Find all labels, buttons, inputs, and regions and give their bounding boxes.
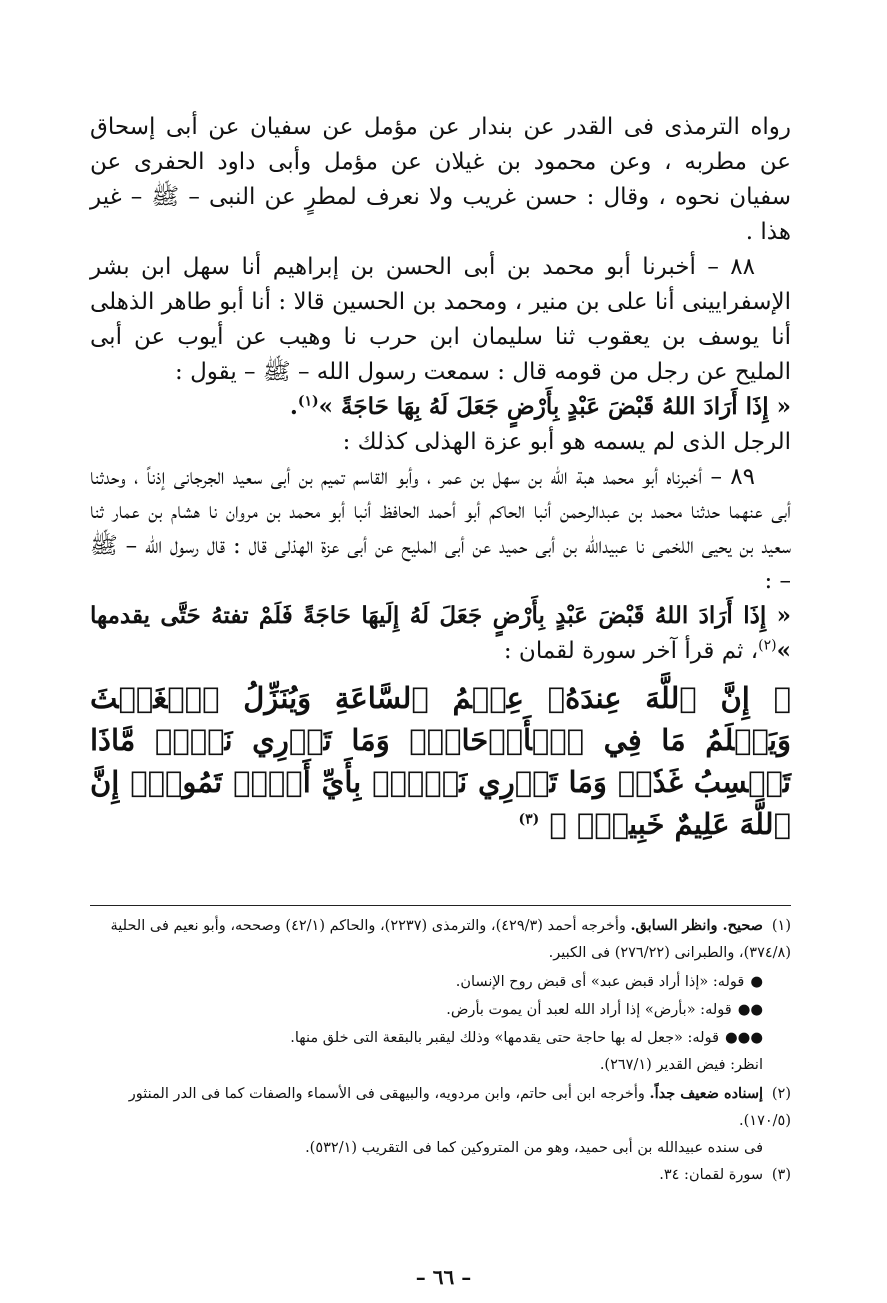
footnote-3 xyxy=(90,1162,791,1189)
paragraph-1: رواه الترمذى فى القدر عن بندار عن مؤمل عن سفيان عن أبى إسحاق عن مطربه ، وعن محمود بن غيلان عن مؤمل وأبى داود الحفرى عن سفيان نحوه ، وقال : حسن غريب ولا نعرف لمطرٍ عن النبى – ﷺ – غير هذا . xyxy=(90,114,791,245)
footnote-2-number: (٢) xyxy=(771,1085,791,1102)
page-number: – ٦٦ – xyxy=(415,1265,472,1289)
footnote-3-number: (٣) xyxy=(771,1167,791,1184)
footnote-2-text: وأخرجه ابن أبى حاتم، وابن مردويه، والبيهقى فى الأسماء والصفات كما فى الدر المنثور (١٧٠/٥). xyxy=(128,1085,791,1129)
bullet-3-marker: ●●● xyxy=(725,1029,763,1046)
main-text xyxy=(90,110,791,845)
footnote-1-bullet-3 xyxy=(90,1024,791,1052)
paragraph-abu-azza: الرجل الذى لم يسمه هو أبو عزة الهذلى كذلك : xyxy=(342,428,791,455)
hadith-89-isnad: ٨٩ – أخبرناه أبو محمد هبة الله بن سهل بن عمر ، وأبو القاسم تميم بن أبى سعيد الجرجانى إذناً ، وحدثنا أبى عنهما حدثنا محمد بن عبدالرحمن أنبا الحاكم أبو أحمد الحافظ أنبا أبو محمد بن مروان نا هشام بن عمار ثنا سعيد بن يحيى اللخمى نا عبيدالله بن أبى حميد عن أبى المليح عن أبى عزة الهذلى قال : قال رسول الله – ﷺ – : xyxy=(90,463,791,595)
footnote-divider xyxy=(90,905,791,906)
footnote-ref-1: (١) xyxy=(297,392,319,409)
footnote-3-text: سورة لقمان: ٣٤. xyxy=(659,1167,763,1184)
footnote-ref-2: (٢) xyxy=(758,637,777,654)
footnote-1-bullet-2 xyxy=(90,996,791,1024)
quran-verse-text: ﴿ إِنَّ ٱللَّهَ عِندَهُۥ عِلۡمُ ٱلسَّاعَةِ وَيُنَزِّلُ ٱلۡغَيۡثَ وَيَعۡلَمُ مَا فِي ٱلۡأَرۡحَامِۖ وَمَا تَدۡرِي نَفۡسٞ مَّاذَا تَكۡسِبُ غَدٗاۖ وَمَا تَدۡرِي نَفۡسُۢ بِأَيِّ أَرۡضٖ تَمُوتُۚ إِنَّ ٱللَّهَ عَلِيمٌ خَبِيرُۢ ﴾ xyxy=(90,681,791,842)
footnote-1-text: وأخرجه أحمد (٤٢٩/٣)، والترمذى (٢٢٣٧)، والحاكم (٤٢/١) وصححه، وأبو نعيم فى الحلية (٣٧٤/٨)، والطبرانى (٢٧٦/٢٢) فى الكبير. xyxy=(110,918,791,962)
footnote-1-reference: انظر: فيض القدير (٢٦٧/١). xyxy=(599,1057,763,1074)
bullet-2-marker: ●● xyxy=(737,1000,763,1018)
footnote-1-grade: صحيح. وانظر السابق. xyxy=(630,917,763,934)
footnote-2-grade: إسناده ضعيف جداً. xyxy=(649,1084,763,1102)
footnote-ref-3: (٣) xyxy=(518,811,540,828)
hadith-89-matn: « إِذَا أَرَادَ اللهُ قَبْضَ عَبْدٍ بِأَرْضٍ جَعَلَ لَهُ إِلَيهَا حَاجَةً فَلَمْ تفتهُ حَتَّى يقدمها » xyxy=(90,602,791,665)
hadith-88-isnad: ٨٨ – أخبرنا أبو محمد بن أبى الحسن بن إبراهيم أنا سهل ابن بشر الإسفرايينى أنا على بن منير ، ومحمد بن الحسين قالا : أنا أبو طاهر الذهلى أنا يوسف بن يعقوب ثنا سليمان ابن حرب نا وهيب عن أيوب عن أبى المليح عن رجل من قومه قال : سمعت رسول الله – ﷺ – يقول : xyxy=(90,253,791,385)
bullet-1-text: قوله: «إذا أراد قبض عبد» أى قبض روح الإنسان. xyxy=(455,973,745,990)
hadith-88-matn: « إِذَا أَرَادَ اللهُ قَبْضَ عَبْدٍ بِأَرْضٍ جَعَلَ لَهُ بِهَا حَاجَةً » xyxy=(318,392,791,420)
footnote-2-extra: فى سنده عبيدالله بن أبى حميد، وهو من المتروكين كما فى التقريب (٥٣٢/١). xyxy=(305,1140,763,1156)
footnote-1-bullet-1 xyxy=(90,968,791,996)
hadith-89-text xyxy=(90,599,791,669)
hadith-89-continuation: ، ثم قرأ آخر سورة لقمان : xyxy=(503,638,759,665)
bullet-1-marker: ● xyxy=(750,972,763,990)
footnote-2 xyxy=(90,1080,791,1136)
footnote-1 xyxy=(90,912,791,968)
footnote-1-number: (١) xyxy=(771,918,791,934)
quran-verse xyxy=(90,677,791,845)
bullet-3-text: قوله: «جعل له بها حاجة حتى يقدمها» وذلك ليقبر بالبقعة التى خلق منها. xyxy=(290,1030,720,1046)
hadith-88-text: « إِذَا أَرَادَ اللهُ قَبْضَ عَبْدٍ بِأَرْضٍ جَعَلَ لَهُ بِهَا حَاجَةً »$^{(١)}$. xyxy=(289,392,791,420)
footnotes xyxy=(90,912,791,1190)
bullet-2-text: قوله: «بأرض» إذا أراد الله لعبد أن يموت بأرض. xyxy=(446,1001,732,1018)
